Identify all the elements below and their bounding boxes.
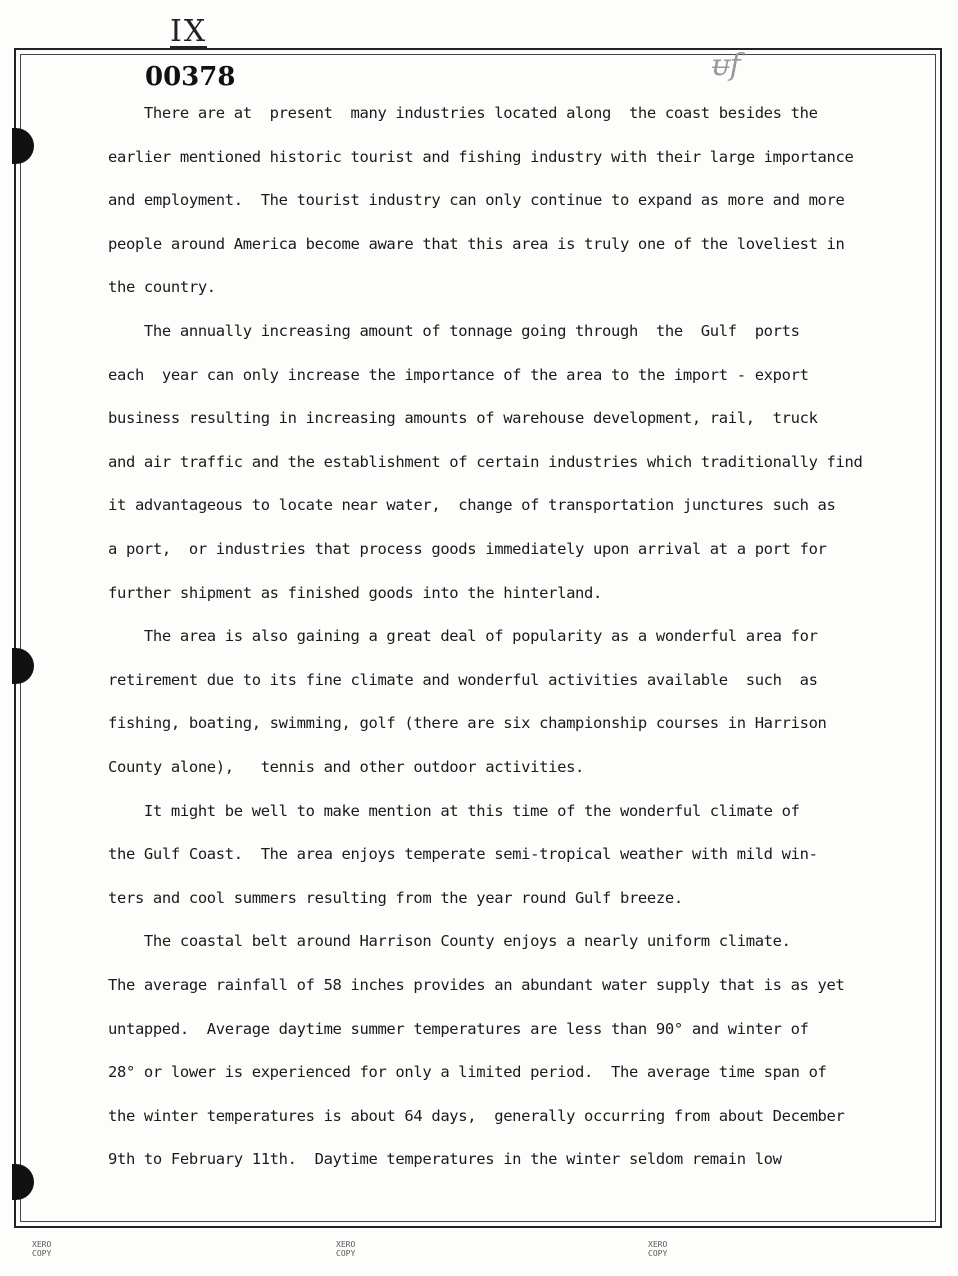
text-line: the winter temperatures is about 64 days, generally occurring from about December [108,1106,845,1125]
section-numeral: IX [170,14,208,49]
handwritten-initials: ᵾf [712,48,741,83]
text-line: 9th to February 11th. Daytime temperatures in the winter seldom remain low [108,1150,782,1169]
text-line: a port, or industries that process goods immediately upon arrival at a port for [108,540,827,558]
text-line: The area is also gaining a great deal of popularity as a wonderful area for [108,627,818,646]
xerox-stamp: XERO COPY [648,1240,668,1258]
text-line: There are at present many industries located along the coast besides the [108,104,818,122]
text-line: and employment. The tourist industry can only continue to expand as more and more [108,191,845,210]
text-line: further shipment as finished goods into the hinterland. [108,583,602,602]
text-line: earlier mentioned historic tourist and fishing industry with their large importance [108,147,854,166]
text-line: untapped. Average daytime summer temperatures are less than 90° and winter of [108,1019,809,1038]
text-line: the Gulf Coast. The area enjoys temperate semi-tropical weather with mild win- [108,845,818,864]
text-line: The coastal belt around Harrison County enjoys a nearly uniform climate. [108,932,791,951]
text-line: ters and cool summers resulting from the year round Gulf breeze. [108,888,683,907]
text-line: the country. [108,278,216,297]
xerox-stamp: XERO COPY [336,1240,356,1258]
text-line: fishing, boating, swimming, golf (there are six championship courses in Harrison [108,714,827,733]
xerox-stamp: XERO COPY [32,1240,52,1258]
text-line: County alone), tennis and other outdoor activities. [108,758,585,776]
text-line: The annually increasing amount of tonnage going through the Gulf ports [108,322,800,340]
page-number: 00378 [145,62,236,92]
text-line: The average rainfall of 58 inches provides an abundant water supply that is as yet [108,976,845,994]
text-line: it advantageous to locate near water, change of transportation junctures such as [108,496,836,515]
text-line: 28° or lower is experienced for only a limited period. The average time span of [108,1063,827,1082]
text-line: It might be well to make mention at this time of the wonderful climate of [108,801,800,820]
text-line: business resulting in increasing amounts of warehouse development, rail, truck [108,409,818,428]
text-line: each year can only increase the importance of the area to the import - export [108,365,809,384]
text-line: retirement due to its fine climate and wonderful activities available such as [108,670,818,689]
text-line: people around America become aware that this area is truly one of the loveliest in [108,234,845,253]
text-line: and air traffic and the establishment of certain industries which traditionally find [108,452,863,471]
